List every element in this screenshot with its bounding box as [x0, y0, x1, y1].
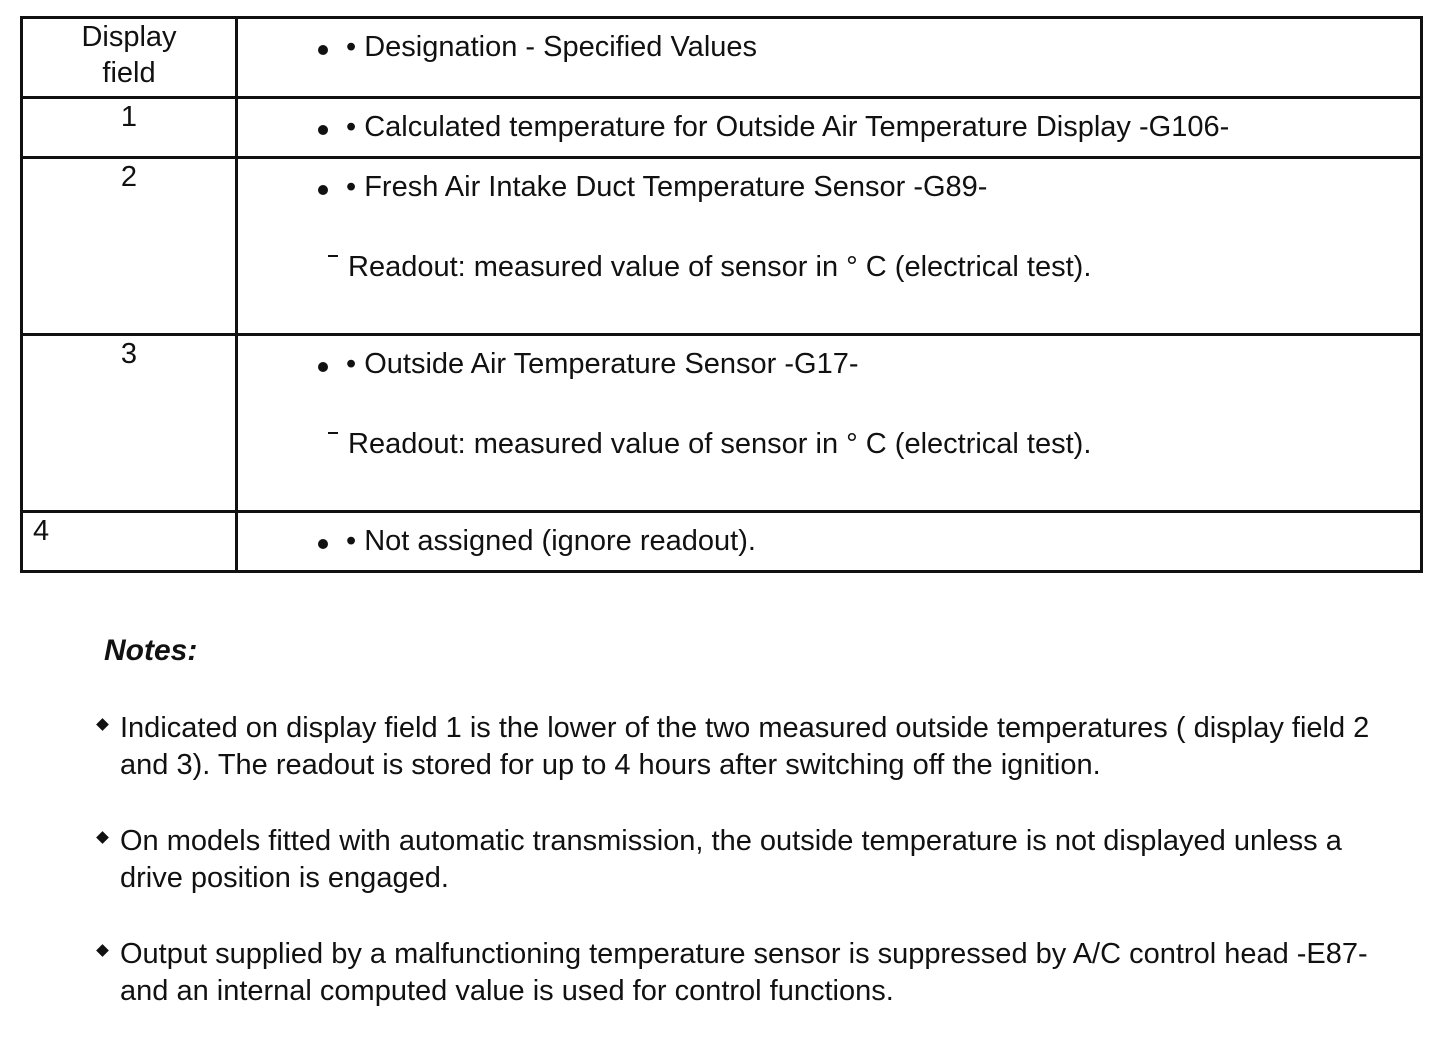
bullet-icon	[318, 45, 328, 55]
dash-icon	[328, 255, 338, 257]
notes-title: Notes:	[104, 634, 198, 667]
note-text: Indicated on display field 1 is the lower of the two measured outside temperatures ( display field 2 and 3). The readout is stored for up to 4 hours after switching off the ignition.	[120, 712, 1370, 781]
header-designation	[237, 18, 1422, 98]
designation-text: • Outside Air Temperature Sensor -G17-	[346, 348, 859, 380]
display-field-table	[20, 16, 1423, 573]
dash-icon	[328, 432, 338, 434]
header-designation-label: • Designation - Specified Values	[346, 31, 758, 63]
field-number: 2	[22, 158, 237, 335]
field-number: 1	[22, 98, 237, 158]
bullet-icon	[318, 362, 328, 372]
header-display-field	[22, 18, 237, 98]
diamond-bullet-icon	[96, 944, 109, 957]
designation-cell	[237, 158, 1422, 335]
note-item	[96, 936, 1406, 1010]
field-number: 4	[22, 512, 237, 572]
field-number: 3	[22, 335, 237, 512]
notes-list	[96, 710, 1406, 1049]
diamond-bullet-icon	[96, 718, 109, 731]
bullet-icon	[318, 185, 328, 195]
readout-text: Readout: measured value of sensor in ° C (electrical test).	[348, 251, 1092, 283]
table-row	[22, 98, 1422, 158]
designation-text: • Not assigned (ignore readout).	[346, 525, 756, 557]
note-item	[96, 710, 1406, 784]
table-row	[22, 158, 1422, 335]
readout-text: Readout: measured value of sensor in ° C (electrical test).	[348, 428, 1092, 460]
bullet-icon	[318, 539, 328, 549]
note-item	[96, 823, 1406, 897]
table-header-row	[22, 18, 1422, 98]
note-text: Output supplied by a malfunctioning temperature sensor is suppressed by A/C control head -E87- and an internal computed value is used for control functions.	[120, 938, 1368, 1007]
designation-text: • Fresh Air Intake Duct Temperature Sensor -G89-	[346, 171, 988, 203]
note-text: On models fitted with automatic transmission, the outside temperature is not displayed unless a drive position is engaged.	[120, 825, 1342, 894]
designation-text: • Calculated temperature for Outside Air Temperature Display -G106-	[346, 111, 1230, 143]
bullet-icon	[318, 125, 328, 135]
diamond-bullet-icon	[96, 831, 109, 844]
designation-cell	[237, 512, 1422, 572]
header-display-field-label: Display field	[81, 21, 177, 89]
table-row	[22, 335, 1422, 512]
designation-cell	[237, 335, 1422, 512]
designation-cell	[237, 98, 1422, 158]
table-row	[22, 512, 1422, 572]
